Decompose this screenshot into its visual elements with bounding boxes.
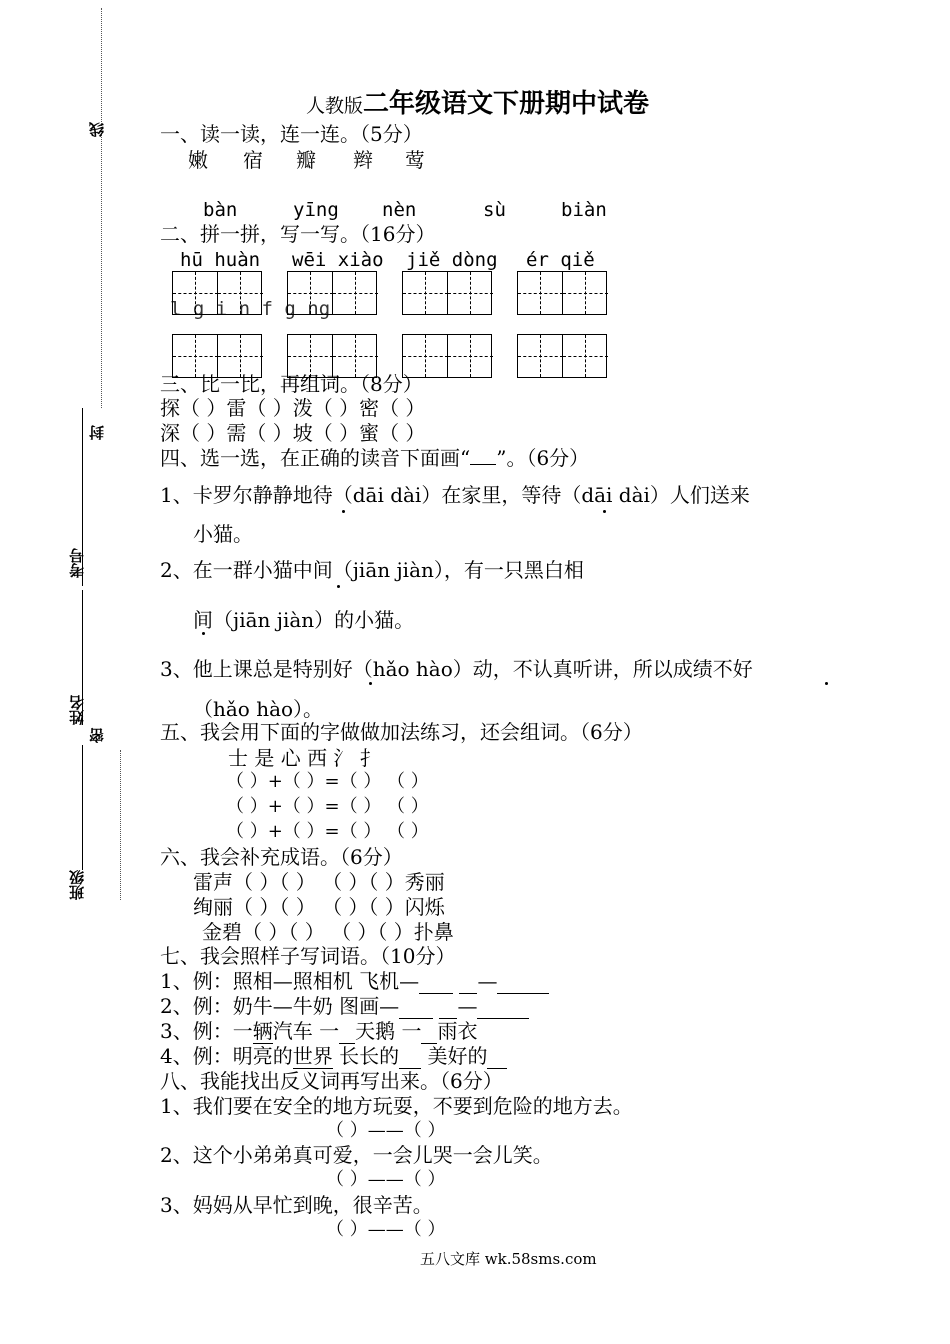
title-prefix: 人教版 <box>306 95 364 117</box>
s7-line-1-text: 1、例：照相—照相机 飞机— <box>160 969 420 993</box>
s5-row-1: （ ）+（ ）=（ ） （ ） <box>226 771 429 792</box>
s7-line-3-a: 3、例：一 <box>160 1019 253 1043</box>
s8-q1: 1、我们要在安全的地方玩耍，不要到危险的地方去。 <box>160 1094 633 1118</box>
s1-char-5: 莺 <box>405 148 425 172</box>
s4-heading-blank <box>470 464 496 465</box>
s7-line-4-b: 长长的 <box>332 1044 400 1068</box>
margin-dotted-line-bottom <box>120 750 121 900</box>
s7-blank[interactable] <box>497 969 549 994</box>
emphasis-dot <box>369 682 372 685</box>
s1-char-1: 嫩 <box>188 148 208 172</box>
footer-watermark: 五八文库 wk.58sms.com <box>420 1250 597 1268</box>
s7-blank[interactable] <box>421 1019 437 1044</box>
s5-chars: 士 是 心 西 氵 扌 <box>228 746 380 770</box>
s8-answer-3: （ ）——（ ） <box>326 1219 446 1240</box>
margin-exam-no-label: 考号 <box>68 548 86 578</box>
s8-answer-1: （ ）——（ ） <box>326 1120 446 1141</box>
s1-char-4: 辫 <box>353 148 373 172</box>
s8-answer-2: （ ）——（ ） <box>326 1169 446 1190</box>
s7-blank[interactable] <box>459 969 477 994</box>
s2-heading: 二、拼一拼，写一写。（16分） <box>160 222 436 246</box>
s4-heading-end: ”。（6分） <box>496 446 590 470</box>
emphasis-dot <box>337 585 340 588</box>
s8-q3: 3、妈妈从早忙到晚，很辛苦。 <box>160 1193 433 1217</box>
margin-secret-label: 密 <box>88 728 106 743</box>
class-underline <box>82 745 83 870</box>
page-title <box>306 83 649 120</box>
s7-dash: — <box>477 969 498 993</box>
writing-grid[interactable] <box>517 271 607 315</box>
s7-line-2 <box>160 994 529 1019</box>
s4-q3-line-b: （hǎo hào）。 <box>193 697 324 721</box>
s7-dash: — <box>457 994 478 1018</box>
margin-name-label: 姓名 <box>68 695 86 725</box>
s7-blank[interactable] <box>399 1044 421 1069</box>
s6-line-2: 绚丽（ ）（ ） （ ）（ ）闪烁 <box>193 895 445 919</box>
s1-pinyin-4: sù <box>483 199 506 221</box>
s7-line-2-text: 2、例：奶牛—牛奶 图画— <box>160 994 400 1018</box>
s7-heading: 七、我会照样子写词语。（10分） <box>160 944 456 968</box>
s8-q2: 2、这个小弟弟真可爱，一会儿哭一会儿笑。 <box>160 1143 553 1167</box>
writing-grid[interactable] <box>172 271 262 315</box>
s1-pinyin-5: biàn <box>561 199 607 221</box>
s7-blank[interactable] <box>419 969 453 994</box>
s3-heading: 三、比一比，再组词。（8分） <box>160 372 423 396</box>
s2-pinyin-4: ér qiě <box>526 249 595 271</box>
s7-line-3-c: 天鹅 一 <box>355 1019 422 1043</box>
emphasis-dot <box>202 632 205 635</box>
s8-heading: 八、我能找出反义词再写出来。（6分） <box>160 1069 503 1093</box>
s5-row-3: （ ）+（ ）=（ ） （ ） <box>226 821 429 842</box>
margin-seal-label: 封 <box>88 425 106 440</box>
emphasis-dot <box>603 510 606 513</box>
s7-line-4-a: 4、例：明亮的 <box>160 1044 293 1068</box>
s1-char-3: 瓣 <box>296 148 316 172</box>
s4-q3-line-a: 3、他上课总是特别好（hǎo hào）动，不认真听讲，所以成绩不好 <box>160 657 753 681</box>
s7-line-4-c: 美好的 <box>421 1044 488 1068</box>
s7-underlined-example: 世界 <box>292 1044 333 1068</box>
s7-line-4 <box>160 1044 507 1069</box>
s6-line-3: 金碧（ ）（ ） （ ）（ ）扑鼻 <box>202 920 454 944</box>
s7-blank[interactable] <box>399 994 433 1019</box>
s4-q1-line-a: 1、卡罗尔静静地待（dāi dài）在家里，等待（dāi dài）人们送来 <box>160 483 750 507</box>
s2-pinyin-1: hū huàn <box>180 249 261 271</box>
s7-line-1 <box>160 969 549 994</box>
writing-grid[interactable] <box>402 271 492 315</box>
s1-char-2: 宿 <box>243 148 263 172</box>
s1-pinyin-3: nèn <box>382 199 417 221</box>
s1-pinyin-2: yīng <box>293 199 339 221</box>
s3-line-1: 探（ ）雷（ ）泼（ ）密（ ） <box>160 396 426 420</box>
s4-q2-line-a: 2、在一群小猫中间（jiān jiàn），有一只黑白相 <box>160 558 584 582</box>
s2-pinyin-3: jiě dòng <box>406 249 498 271</box>
s7-line-3-b: 汽车 一 <box>272 1019 340 1043</box>
s6-heading: 六、我会补充成语。（6分） <box>160 845 403 869</box>
s2-pinyin-row2-partial: l g i n f g ng <box>170 298 331 320</box>
s5-row-2: （ ）+（ ）=（ ） （ ） <box>226 796 429 817</box>
s7-line-3-d: 雨衣 <box>437 1019 478 1043</box>
s1-pinyin-1: bàn <box>203 199 238 221</box>
s4-q2-line-b: 间（jiān jiàn）的小猫。 <box>193 608 415 632</box>
s5-heading: 五、我会用下面的字做做加法练习，还会组词。（6分） <box>160 720 643 744</box>
margin-class-label: 班级 <box>68 870 86 900</box>
s7-blank[interactable] <box>487 1044 507 1069</box>
s7-line-3 <box>160 1019 477 1044</box>
emphasis-dot <box>825 682 828 685</box>
margin-line-label: 线 <box>88 122 106 137</box>
s6-line-1: 雷声（ ）（ ） （ ）（ ）秀丽 <box>193 870 445 894</box>
s1-heading: 一、读一读，连一连。（5分） <box>160 122 423 146</box>
s7-blank[interactable] <box>477 994 529 1019</box>
s4-heading <box>160 446 589 470</box>
margin-dotted-line-top <box>101 8 102 408</box>
s4-heading-text: 四、选一选，在正确的读音下面画“ <box>160 446 471 470</box>
writing-grid[interactable] <box>287 271 377 315</box>
s7-underlined-example: 辆 <box>252 1019 273 1043</box>
s7-blank[interactable] <box>339 1019 355 1044</box>
s2-pinyin-2: wēi xiào <box>292 249 384 271</box>
writing-grid[interactable] <box>517 334 607 378</box>
s4-q1-line-b: 小猫。 <box>193 522 253 546</box>
s7-blank[interactable] <box>439 994 457 1019</box>
title-main: 二年级语文下册期中试卷 <box>363 89 650 119</box>
s3-line-2: 深（ ）需（ ）坡（ ）蜜（ ） <box>160 421 426 445</box>
emphasis-dot <box>342 510 345 513</box>
